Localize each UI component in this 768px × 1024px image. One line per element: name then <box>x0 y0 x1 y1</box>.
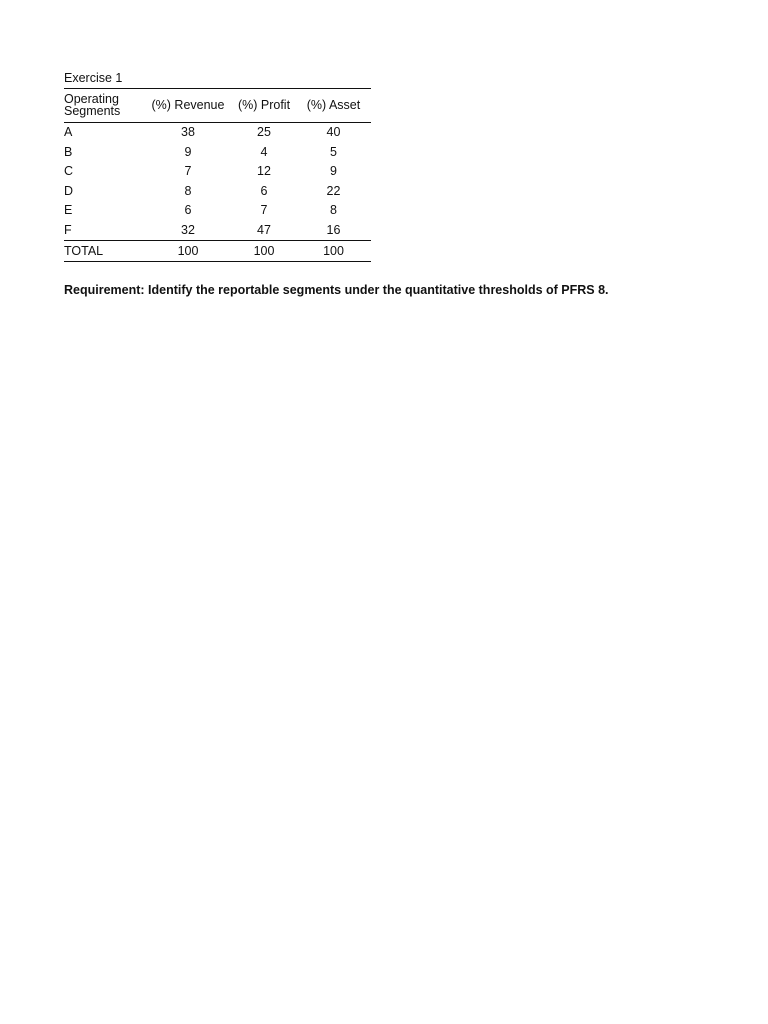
table-header-row <box>64 89 371 123</box>
header-revenue: (%) Revenue <box>144 89 232 123</box>
profit-cell: 12 <box>257 164 271 178</box>
asset-cell: 9 <box>330 164 337 178</box>
table-row <box>64 162 371 182</box>
table-row <box>64 182 371 202</box>
profit-cell: 4 <box>260 144 268 159</box>
profit-cell: 47 <box>257 222 271 237</box>
segment-cell: F <box>64 222 72 237</box>
profit-cell: 7 <box>260 203 268 217</box>
exercise-title: Exercise 1 <box>64 71 123 85</box>
asset-cell: 40 <box>326 125 341 139</box>
profit-cell: 25 <box>257 125 271 139</box>
header-operating-segments: Operating Segments <box>64 89 144 123</box>
asset-cell: 22 <box>326 183 341 198</box>
segment-cell: E <box>64 203 73 217</box>
header-profit: (%) Profit <box>232 89 296 123</box>
segment-cell: A <box>64 125 73 139</box>
revenue-cell: 9 <box>184 144 192 159</box>
document-page <box>64 70 684 298</box>
table-row <box>64 201 371 221</box>
total-label-cell: TOTAL <box>64 241 144 262</box>
table-row <box>64 143 371 163</box>
revenue-cell: 6 <box>184 203 192 217</box>
revenue-cell: 8 <box>184 183 192 198</box>
segment-cell: B <box>64 144 73 159</box>
requirement-text: Requirement: Identify the reportable segments under the quantitative thresholds of PFRS 8. <box>64 283 609 297</box>
asset-cell: 16 <box>326 222 341 237</box>
segment-cell: C <box>64 164 74 178</box>
segment-cell: D <box>64 183 74 198</box>
table-row <box>64 221 371 241</box>
header-asset: (%) Asset <box>296 89 371 123</box>
revenue-cell: 38 <box>181 125 195 139</box>
table-row <box>64 123 371 143</box>
total-profit-cell: 100 <box>232 241 296 262</box>
revenue-cell: 32 <box>181 222 195 237</box>
revenue-cell: 7 <box>184 164 192 178</box>
profit-cell: 6 <box>260 183 268 198</box>
asset-cell: 8 <box>330 203 337 217</box>
table-total-row <box>64 241 371 262</box>
asset-cell: 5 <box>330 144 337 159</box>
total-asset-cell: 100 <box>296 241 371 262</box>
total-revenue-cell: 100 <box>144 241 232 262</box>
segments-table <box>64 88 371 262</box>
